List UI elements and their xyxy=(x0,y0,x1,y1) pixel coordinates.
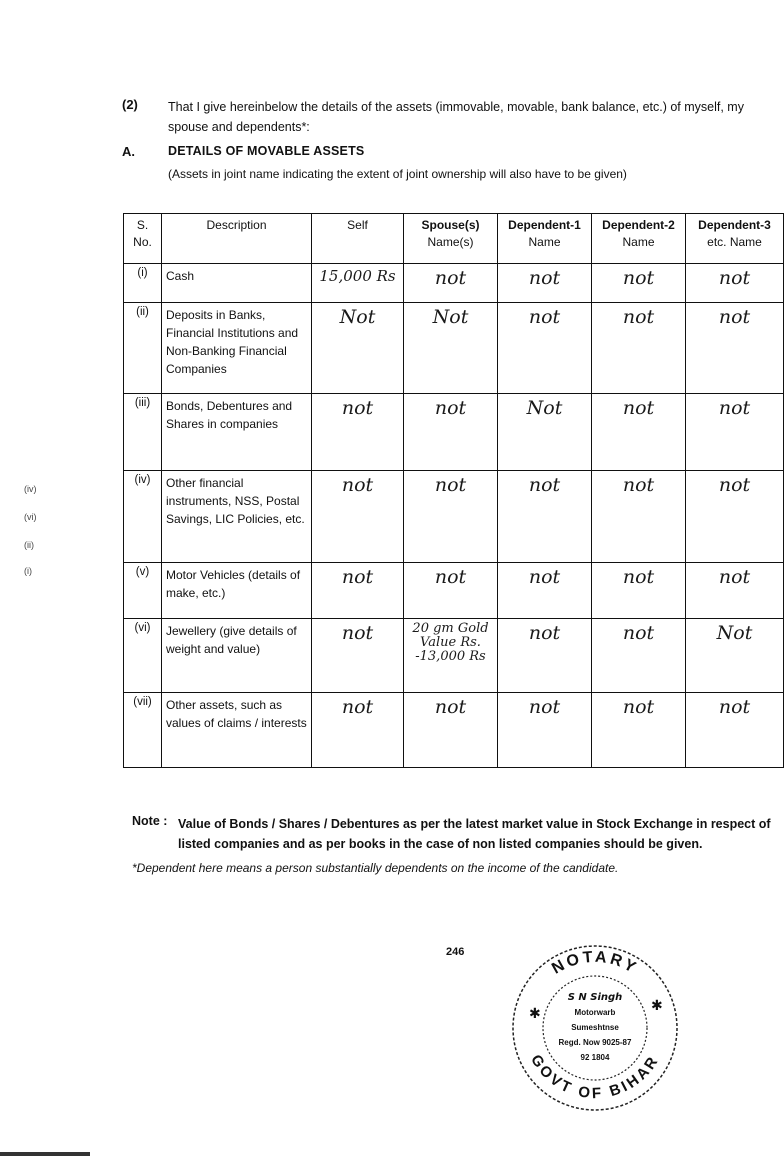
cell-dependent-2: not xyxy=(592,619,686,693)
stamp-bottom-text: GOVT OF BIHAR xyxy=(527,1051,663,1103)
table-row xyxy=(124,471,784,563)
stamp-top-text: NOTARY xyxy=(549,948,641,978)
cell-dependent-2: not xyxy=(592,394,686,471)
movable-assets-table xyxy=(123,213,784,768)
table-header-row xyxy=(124,214,784,264)
cell-dependent-1: Not xyxy=(498,394,592,471)
cell-dependent-3: not xyxy=(686,693,784,768)
cell-self: not xyxy=(312,619,404,693)
cell-dependent-2: not xyxy=(592,303,686,394)
stamp-name: S N Singh xyxy=(567,992,623,1003)
cell-spouse: not xyxy=(404,394,498,471)
margin-mark: (iv) xyxy=(24,484,37,494)
stamp-details xyxy=(545,990,645,1065)
cell-dependent-2: not xyxy=(592,563,686,619)
cell-dependent-2: not xyxy=(592,264,686,303)
table-row xyxy=(124,264,784,303)
page-number: 246 xyxy=(446,946,465,958)
header-dependent-3: Dependent-3 etc. Name xyxy=(686,214,784,264)
cell-dependent-1: not xyxy=(498,563,592,619)
header-dependent-1: Dependent-1 Name xyxy=(498,214,592,264)
paragraph-intro-text: That I give hereinbelow the details of the assets (immovable, movable, bank balance, etc.) of myself, my spouse and dependents*: xyxy=(168,100,744,134)
header-spouse: Spouse(s) Name(s) xyxy=(404,214,498,264)
table-row xyxy=(124,394,784,471)
row-sno: (iv) xyxy=(124,471,162,563)
table-row xyxy=(124,563,784,619)
cell-self: not xyxy=(312,563,404,619)
cell-dependent-2: not xyxy=(592,693,686,768)
cell-self: not xyxy=(312,471,404,563)
cell-dependent-1: not xyxy=(498,619,592,693)
cell-dependent-3: not xyxy=(686,303,784,394)
header-dependent-2: Dependent-2 Name xyxy=(592,214,686,264)
stamp-line: Motorwarb xyxy=(574,1008,616,1017)
row-description: Other financial instruments, NSS, Postal Savings, LIC Policies, etc. xyxy=(162,471,312,563)
stamp-line: Sumeshtnse xyxy=(571,1023,619,1032)
cell-spouse: not xyxy=(404,563,498,619)
cell-self: not xyxy=(312,394,404,471)
row-description: Deposits in Banks, Financial Institutions and Non-Banking Financial Companies xyxy=(162,303,312,394)
row-sno: (v) xyxy=(124,563,162,619)
section-letter: A. xyxy=(122,144,135,159)
cell-spouse: not xyxy=(404,264,498,303)
dependent-footnote: *Dependent here means a person substantially dependents on the income of the candidate. xyxy=(132,861,619,875)
cell-spouse: not xyxy=(404,693,498,768)
header-description: Description xyxy=(162,214,312,264)
table-row xyxy=(124,303,784,394)
note-text: Value of Bonds / Shares / Debentures as per the latest market value in Stock Exchange in respect of listed companies and as per books in the case of non listed companies should be given. xyxy=(178,817,771,851)
header-self: Self xyxy=(312,214,404,264)
cell-self: 15,000 Rs xyxy=(312,264,404,303)
section-title: DETAILS OF MOVABLE ASSETS xyxy=(168,144,365,158)
row-sno: (iii) xyxy=(124,394,162,471)
notary-stamp xyxy=(505,938,685,1118)
cell-dependent-1: not xyxy=(498,471,592,563)
cell-dependent-3: not xyxy=(686,264,784,303)
cell-dependent-3: not xyxy=(686,563,784,619)
margin-mark: (vi) xyxy=(24,512,37,522)
table-row xyxy=(124,693,784,768)
cell-dependent-1: not xyxy=(498,303,592,394)
cell-spouse: 20 gm Gold Value Rs. -13,000 Rs xyxy=(404,619,498,693)
row-description: Cash xyxy=(162,264,312,303)
cell-spouse: not xyxy=(404,471,498,563)
row-description: Bonds, Debentures and Shares in companies xyxy=(162,394,312,471)
row-sno: (vi) xyxy=(124,619,162,693)
cell-dependent-3: Not xyxy=(686,619,784,693)
row-sno: (ii) xyxy=(124,303,162,394)
scan-edge-mark xyxy=(0,1152,90,1156)
section-subtitle: (Assets in joint name indicating the extent of joint ownership will also have to be given) xyxy=(168,167,627,181)
cell-spouse: Not xyxy=(404,303,498,394)
margin-mark: (i) xyxy=(24,566,32,576)
row-description: Jewellery (give details of weight and value) xyxy=(162,619,312,693)
cell-dependent-2: not xyxy=(592,471,686,563)
row-sno: (i) xyxy=(124,264,162,303)
cell-dependent-1: not xyxy=(498,693,592,768)
row-description: Motor Vehicles (details of make, etc.) xyxy=(162,563,312,619)
cell-self: not xyxy=(312,693,404,768)
svg-text:✱: ✱ xyxy=(529,1006,541,1022)
note-label: Note : xyxy=(132,814,168,828)
margin-mark: (ii) xyxy=(24,540,34,550)
row-description: Other assets, such as values of claims / interests xyxy=(162,693,312,768)
stamp-line: Regd. Now 9025-87 xyxy=(558,1038,632,1047)
cell-dependent-3: not xyxy=(686,394,784,471)
cell-dependent-1: not xyxy=(498,264,592,303)
svg-text:✱: ✱ xyxy=(651,998,663,1014)
cell-dependent-3: not xyxy=(686,471,784,563)
cell-self: Not xyxy=(312,303,404,394)
paragraph-number: (2) xyxy=(122,97,138,112)
stamp-line: 92 1804 xyxy=(580,1053,610,1062)
table-row xyxy=(124,619,784,693)
row-sno: (vii) xyxy=(124,693,162,768)
header-sno: S. No. xyxy=(124,214,162,264)
